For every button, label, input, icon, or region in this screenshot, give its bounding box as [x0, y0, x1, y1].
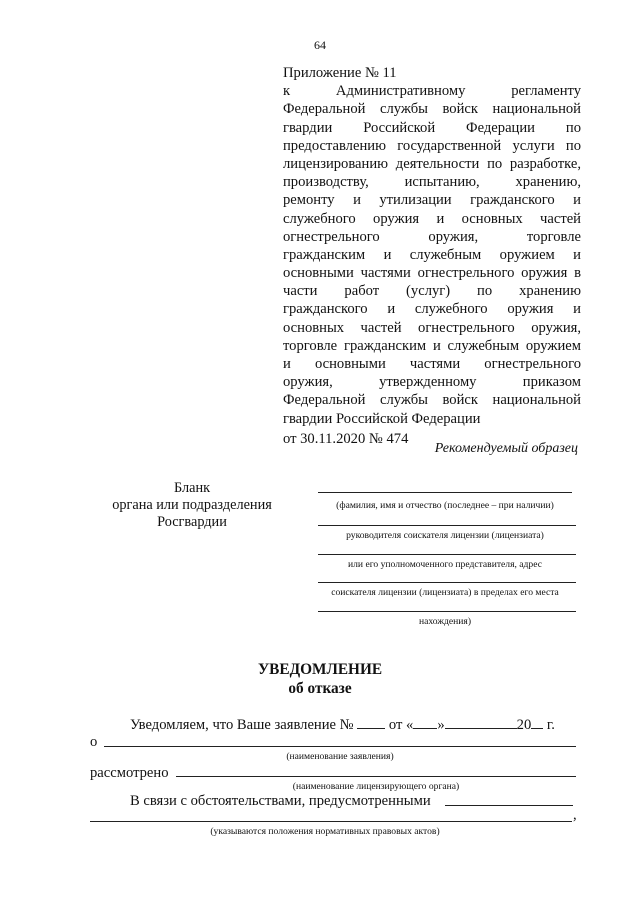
- appendix-line: гвардии Российской Федерации по: [283, 119, 581, 136]
- legal-acts-line[interactable]: [90, 821, 572, 822]
- notice-title-block: [0, 661, 640, 698]
- body-line1-quote-close: »: [437, 717, 445, 733]
- page-number: 64: [314, 38, 326, 52]
- applicant-line-5[interactable]: [318, 611, 576, 612]
- appendix-line: Федеральной службы войск национальной: [283, 101, 581, 118]
- appendix-line: огнестрельного оружия, торговле: [283, 228, 581, 245]
- appendix-line: части работ (услуг) по хранению: [283, 283, 581, 300]
- appendix-line: к Административному регламенту: [283, 83, 581, 100]
- notice-subtitle: об отказе: [288, 679, 352, 697]
- body-line2-prefix: о: [90, 734, 98, 750]
- applicant-caption-5: нахождения): [418, 616, 472, 627]
- applicant-line-2[interactable]: [318, 525, 576, 526]
- applicant-line-3[interactable]: [318, 554, 576, 555]
- application-month-field[interactable]: [445, 714, 517, 729]
- body-line3-prefix: рассмотрено: [90, 765, 169, 781]
- appendix-line: торговле гражданским и служебным оружием: [283, 337, 581, 354]
- caption-application: (наименование заявления): [286, 751, 394, 762]
- application-day-field[interactable]: [413, 714, 437, 729]
- appendix-line: производству, испытанию, хранению,: [283, 174, 581, 191]
- body-line1-year: 20: [516, 717, 532, 733]
- body-line4-text: В связи с обстоятельствами, предусмотренными: [130, 793, 431, 809]
- blank-heading: [108, 480, 276, 531]
- appendix-line: гражданского и служебного оружия и: [283, 301, 581, 318]
- appendix-block: [283, 64, 581, 448]
- body-line5-comma: ,: [573, 807, 577, 823]
- appendix-lines: [283, 64, 581, 428]
- caption-acts: (указываются положения нормативных правовых актов): [210, 826, 440, 837]
- blank-heading-line3: Росгвардии: [157, 514, 227, 530]
- appendix-line: основных частей огнестрельного оружия,: [283, 319, 581, 336]
- applicant-line-1[interactable]: [318, 492, 572, 493]
- appendix-line: гвардии Российской Федерации: [283, 410, 481, 427]
- sample-label: Рекомендуемый образец: [434, 441, 578, 456]
- applicant-caption-3: или его уполномоченного представителя, адрес: [348, 559, 542, 570]
- applicant-caption-1: (фамилия, имя и отчество (последнее – при наличии): [336, 500, 554, 511]
- appendix-line: Приложение № 11: [283, 65, 397, 81]
- body-line-1: [130, 714, 555, 734]
- caption-authority: (наименование лицензирующего органа): [292, 781, 460, 792]
- appendix-line: предоставлению государственной услуги по: [283, 137, 581, 154]
- application-name-line[interactable]: [104, 746, 576, 747]
- appendix-line: гражданским и служебным оружием и: [283, 246, 581, 263]
- application-year-field[interactable]: [531, 714, 543, 729]
- applicant-caption-2: руководителя соискателя лицензии (лицензиата): [346, 530, 544, 541]
- authority-name-line[interactable]: [176, 776, 576, 777]
- appendix-line: служебного оружия и основных частей: [283, 210, 581, 227]
- appendix-line: ремонту и утилизации гражданского и: [283, 192, 581, 209]
- notice-title: УВЕДОМЛЕНИЕ: [257, 661, 383, 678]
- appendix-line: основными частями огнестрельного оружия в: [283, 265, 581, 282]
- circumstances-line[interactable]: [445, 805, 573, 806]
- appendix-line: оружия, утвержденному приказом: [283, 374, 581, 391]
- body-line1-prefix: Уведомляем, что Ваше заявление №: [130, 717, 354, 733]
- appendix-line: и основными частями огнестрельного: [283, 356, 581, 372]
- appendix-order-ref: от 30.11.2020 № 474: [283, 430, 409, 447]
- appendix-line: лицензированию деятельности по разработке,: [283, 155, 581, 172]
- blank-heading-line2: органа или подразделения: [112, 497, 272, 513]
- applicant-line-4[interactable]: [318, 582, 576, 583]
- appendix-line: Федеральной службы войск национальной: [283, 392, 581, 409]
- blank-heading-line1: Бланк: [173, 480, 211, 496]
- applicant-caption-4: соискателя лицензии (лицензиата) в пределах его места: [331, 587, 559, 598]
- application-number-field[interactable]: [357, 714, 385, 729]
- body-line1-year-suffix: г.: [546, 717, 555, 733]
- body-line1-from: от «: [388, 717, 414, 733]
